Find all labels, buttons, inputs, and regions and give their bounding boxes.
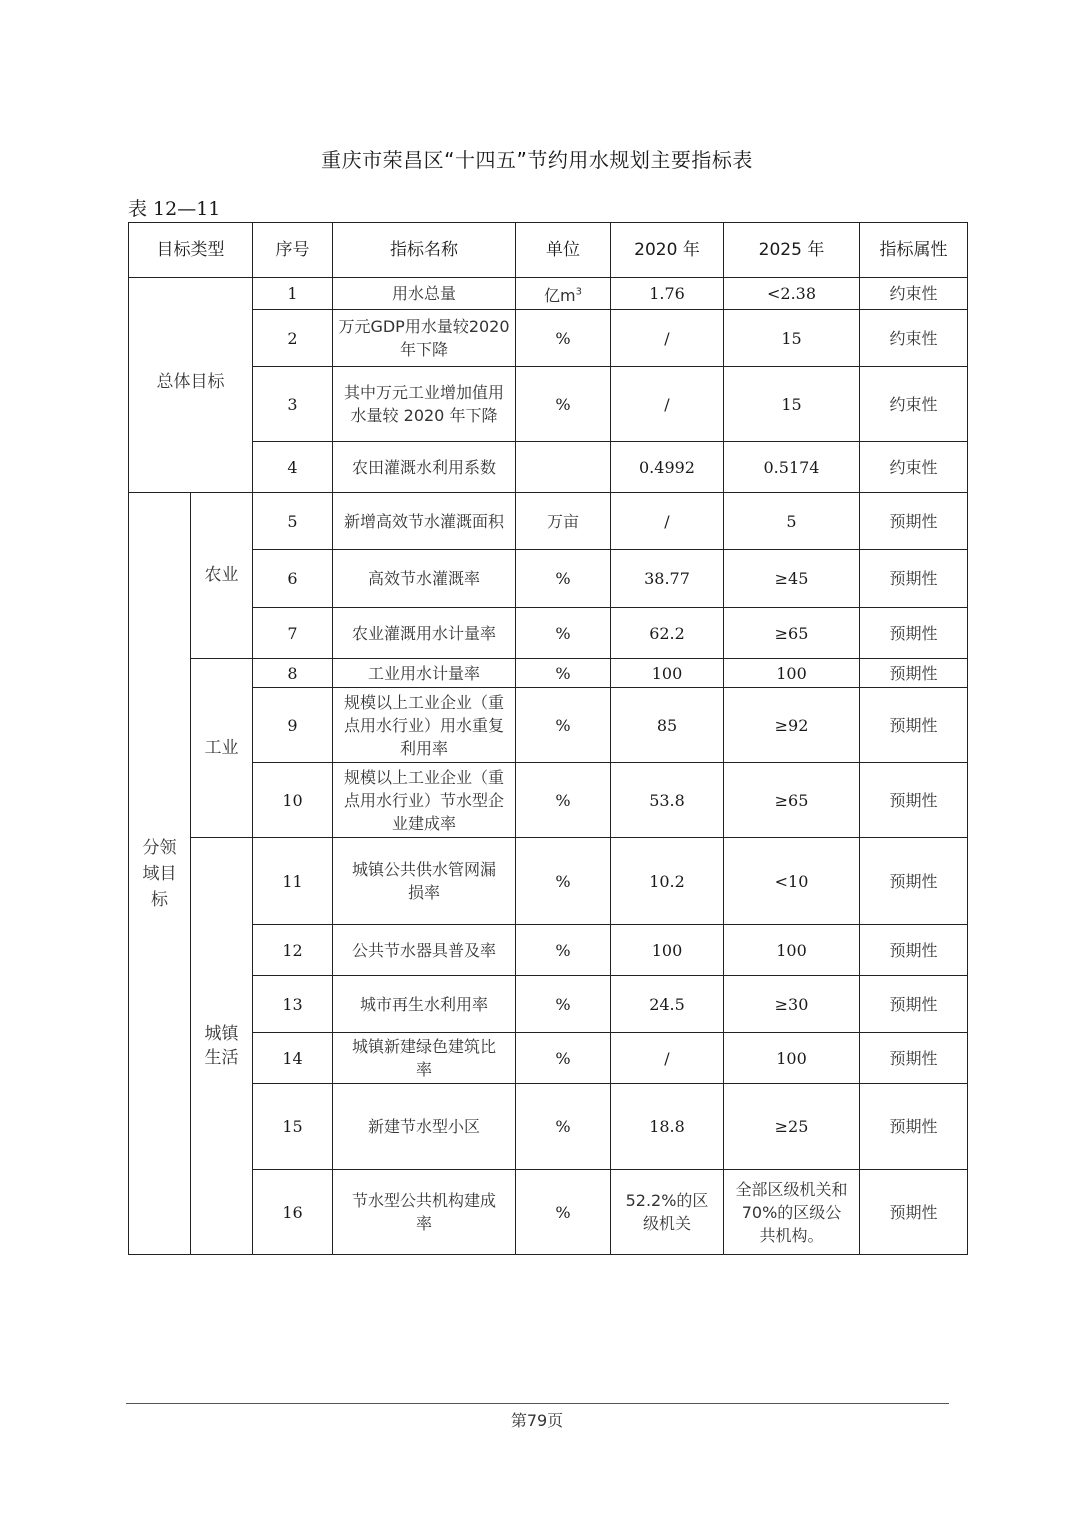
- row-attribute: 预期性: [860, 659, 968, 688]
- row-2025: 0.5174: [724, 442, 860, 493]
- table-row: [129, 838, 968, 925]
- row-name: 公共节水器具普及率: [333, 925, 516, 976]
- row-attribute: 预期性: [860, 976, 968, 1033]
- row-2020: 85: [611, 688, 724, 763]
- row-attribute: 约束性: [860, 367, 968, 442]
- table-row: [129, 688, 968, 763]
- row-unit: %: [516, 659, 611, 688]
- table-row: [129, 1170, 968, 1255]
- footer-divider: [126, 1403, 949, 1404]
- row-2025: 15: [724, 310, 860, 367]
- table-row: [129, 1033, 968, 1084]
- page-number: 第79页: [510, 1411, 564, 1430]
- header-target-type: 目标类型: [129, 223, 253, 278]
- table-row: [129, 976, 968, 1033]
- row-seq: 4: [253, 442, 333, 493]
- row-seq: 9: [253, 688, 333, 763]
- row-2020: 100: [611, 659, 724, 688]
- row-2025: ≥65: [724, 608, 860, 659]
- table-row: [129, 550, 968, 608]
- header-attribute: 指标属性: [860, 223, 968, 278]
- row-seq: 6: [253, 550, 333, 608]
- row-unit: %: [516, 838, 611, 925]
- row-unit: %: [516, 763, 611, 838]
- category-industry: 工业: [191, 659, 253, 838]
- row-seq: 13: [253, 976, 333, 1033]
- row-attribute: 预期性: [860, 763, 968, 838]
- row-unit: %: [516, 1084, 611, 1170]
- row-2020: 18.8: [611, 1084, 724, 1170]
- header-2020: 2020 年: [611, 223, 724, 278]
- row-attribute: 预期性: [860, 688, 968, 763]
- table-row: [129, 763, 968, 838]
- table-row: [129, 608, 968, 659]
- indicators-table: [128, 222, 968, 1255]
- row-2020: 52.2%的区级机关: [611, 1170, 724, 1255]
- row-seq: 15: [253, 1084, 333, 1170]
- row-2025: <2.38: [724, 278, 860, 310]
- row-attribute: 约束性: [860, 310, 968, 367]
- row-attribute: 预期性: [860, 1033, 968, 1084]
- header-2025: 2025 年: [724, 223, 860, 278]
- row-unit: %: [516, 925, 611, 976]
- table-row: [129, 278, 968, 310]
- row-2025: 全部区级机关和 70%的区级公共机构。: [724, 1170, 860, 1255]
- row-unit: %: [516, 1170, 611, 1255]
- table-row: [129, 310, 968, 367]
- row-name: 高效节水灌溉率: [333, 550, 516, 608]
- row-name: 新增高效节水灌溉面积: [333, 493, 516, 550]
- row-2020: 100: [611, 925, 724, 976]
- row-attribute: 约束性: [860, 442, 968, 493]
- row-unit: %: [516, 310, 611, 367]
- category-agriculture: 农业: [191, 493, 253, 659]
- table-row: [129, 925, 968, 976]
- header-seq: 序号: [253, 223, 333, 278]
- row-2025: ≥25: [724, 1084, 860, 1170]
- category-sector: [129, 493, 191, 1255]
- row-2025: ≥45: [724, 550, 860, 608]
- row-unit: %: [516, 1033, 611, 1084]
- row-2020: /: [611, 310, 724, 367]
- row-seq: 8: [253, 659, 333, 688]
- row-name: 规模以上工业企业（重点用水行业）用水重复利用率: [333, 688, 516, 763]
- row-2025: 15: [724, 367, 860, 442]
- row-2020: 38.77: [611, 550, 724, 608]
- category-urban: [191, 838, 253, 1255]
- table-row: [129, 442, 968, 493]
- category-sector-label: 分领域目标: [142, 837, 177, 910]
- row-unit: %: [516, 367, 611, 442]
- row-attribute: 预期性: [860, 838, 968, 925]
- row-name: 新建节水型小区: [333, 1084, 516, 1170]
- row-attribute: 约束性: [860, 278, 968, 310]
- row-seq: 7: [253, 608, 333, 659]
- row-unit: %: [516, 608, 611, 659]
- header-indicator-name: 指标名称: [333, 223, 516, 278]
- row-unit: 万亩: [516, 493, 611, 550]
- row-seq: 5: [253, 493, 333, 550]
- row-seq: 10: [253, 763, 333, 838]
- row-name: 农业灌溉用水计量率: [333, 608, 516, 659]
- header-unit: 单位: [516, 223, 611, 278]
- row-2020: /: [611, 493, 724, 550]
- table-row: [129, 659, 968, 688]
- row-unit: %: [516, 976, 611, 1033]
- row-2025: 100: [724, 659, 860, 688]
- row-attribute: 预期性: [860, 550, 968, 608]
- row-2025: ≥30: [724, 976, 860, 1033]
- table-row: [129, 493, 968, 550]
- row-unit: %: [516, 688, 611, 763]
- row-attribute: 预期性: [860, 1084, 968, 1170]
- document-title: 重庆市荣昌区“十四五”节约用水规划主要指标表: [321, 148, 753, 172]
- row-2020: /: [611, 1033, 724, 1084]
- row-name: 节水型公共机构建成率: [333, 1170, 516, 1255]
- table-header-row: [129, 223, 968, 278]
- row-seq: 2: [253, 310, 333, 367]
- row-2025: ≥92: [724, 688, 860, 763]
- row-seq: 12: [253, 925, 333, 976]
- row-name: 其中万元工业增加值用水量较 2020 年下降: [333, 367, 516, 442]
- row-name: 工业用水计量率: [333, 659, 516, 688]
- row-2020: 10.2: [611, 838, 724, 925]
- row-seq: 1: [253, 278, 333, 310]
- row-2025: <10: [724, 838, 860, 925]
- row-seq: 14: [253, 1033, 333, 1084]
- category-urban-label: 城镇生活: [204, 1024, 239, 1068]
- row-2020: 24.5: [611, 976, 724, 1033]
- row-2025: ≥65: [724, 763, 860, 838]
- row-2025: 100: [724, 925, 860, 976]
- table-row: [129, 1084, 968, 1170]
- row-2025: 5: [724, 493, 860, 550]
- row-seq: 11: [253, 838, 333, 925]
- row-attribute: 预期性: [860, 493, 968, 550]
- row-unit: [516, 442, 611, 493]
- row-name: 万元GDP用水量较2020 年下降: [333, 310, 516, 367]
- row-2020: /: [611, 367, 724, 442]
- row-seq: 3: [253, 367, 333, 442]
- row-2025: 100: [724, 1033, 860, 1084]
- row-attribute: 预期性: [860, 608, 968, 659]
- row-name: 城镇公共供水管网漏损率: [333, 838, 516, 925]
- row-name: 用水总量: [333, 278, 516, 310]
- row-seq: 16: [253, 1170, 333, 1255]
- row-2020: 53.8: [611, 763, 724, 838]
- unit-text: 亿$m^3$: [544, 285, 582, 305]
- row-name: 农田灌溉水利用系数: [333, 442, 516, 493]
- row-name: 城镇新建绿色建筑比率: [333, 1033, 516, 1084]
- row-name: 城市再生水利用率: [333, 976, 516, 1033]
- row-attribute: 预期性: [860, 925, 968, 976]
- row-unit: [516, 278, 611, 310]
- row-2020: 1.76: [611, 278, 724, 310]
- row-name: 规模以上工业企业（重点用水行业）节水型企业建成率: [333, 763, 516, 838]
- row-2020: 0.4992: [611, 442, 724, 493]
- table-caption: 表 12—11: [128, 198, 221, 220]
- row-unit: %: [516, 550, 611, 608]
- row-attribute: 预期性: [860, 1170, 968, 1255]
- row-2020: 62.2: [611, 608, 724, 659]
- category-overall: 总体目标: [129, 278, 253, 493]
- table-row: [129, 367, 968, 442]
